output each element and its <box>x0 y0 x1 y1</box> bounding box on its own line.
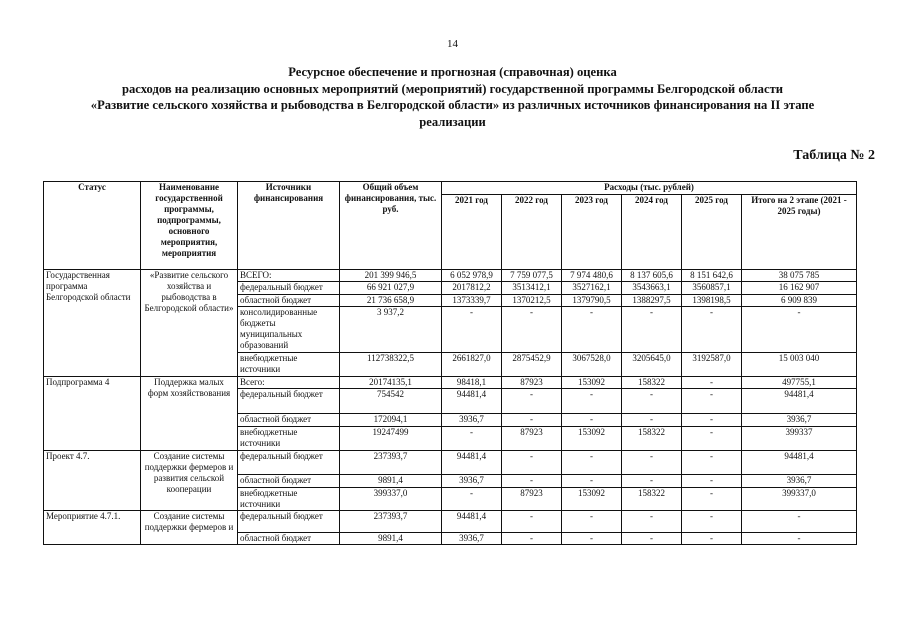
cell-2022: 7 759 077,5 <box>502 270 562 282</box>
cell-total: 19247499 <box>340 427 442 451</box>
cell-total: 237393,7 <box>340 511 442 533</box>
row-name: Создание системы поддержки фермеров и <box>141 511 238 545</box>
cell-stage-total: 94481,4 <box>742 451 857 475</box>
cell-2023: 3067528,0 <box>562 353 622 377</box>
cell-2025: - <box>682 511 742 533</box>
cell-total: 66 921 027,9 <box>340 282 442 295</box>
cell-2023: - <box>562 451 622 475</box>
cell-source: федеральный бюджет <box>238 451 340 475</box>
table-row <box>44 270 857 282</box>
row-status: Мероприятие 4.7.1. <box>44 511 141 545</box>
cell-2023: 1379790,5 <box>562 295 622 307</box>
header-source: Источники финансирования <box>238 182 340 270</box>
cell-2024: - <box>622 307 682 353</box>
title-line-3: «Развитие сельского хозяйства и рыбоводства в Белгородской области» из различных источников финансирования на II этапе <box>90 98 815 112</box>
cell-2022: - <box>502 307 562 353</box>
header-year-2022: 2022 год <box>502 195 562 270</box>
cell-2025: - <box>682 389 742 414</box>
cell-2023: 153092 <box>562 427 622 451</box>
cell-2021: 94481,4 <box>442 511 502 533</box>
cell-2024: 1388297,5 <box>622 295 682 307</box>
cell-source: федеральный бюджет <box>238 389 340 414</box>
cell-stage-total: 94481,4 <box>742 389 857 414</box>
cell-stage-total: - <box>742 511 857 533</box>
cell-2021: 2661827,0 <box>442 353 502 377</box>
cell-2022: - <box>502 511 562 533</box>
table-label: Таблица № 2 <box>793 148 875 163</box>
cell-2021: 2017812,2 <box>442 282 502 295</box>
cell-stage-total: 3936,7 <box>742 414 857 427</box>
cell-total: 3 937,2 <box>340 307 442 353</box>
cell-2023: 3527162,1 <box>562 282 622 295</box>
cell-2024: - <box>622 533 682 545</box>
cell-source: областной бюджет <box>238 295 340 307</box>
cell-total: 237393,7 <box>340 451 442 475</box>
cell-stage-total: 399337,0 <box>742 488 857 511</box>
cell-stage-total: 6 909 839 <box>742 295 857 307</box>
cell-2022: 87923 <box>502 488 562 511</box>
header-stage-total: Итого на 2 этапе (2021 - 2025 годы) <box>742 195 857 270</box>
cell-2025: 8 151 642,6 <box>682 270 742 282</box>
cell-2025: - <box>682 451 742 475</box>
title-line-4: реализации <box>419 114 486 129</box>
cell-2022: 3513412,1 <box>502 282 562 295</box>
cell-2025: - <box>682 533 742 545</box>
cell-2024: 3543663,1 <box>622 282 682 295</box>
cell-stage-total: 16 162 907 <box>742 282 857 295</box>
cell-2025: - <box>682 427 742 451</box>
cell-2025: - <box>682 414 742 427</box>
cell-2024: - <box>622 389 682 414</box>
cell-2025: 3560857,1 <box>682 282 742 295</box>
cell-source: внебюджетные источники <box>238 427 340 451</box>
header-year-2024: 2024 год <box>622 195 682 270</box>
row-status: Подпрограмма 4 <box>44 377 141 451</box>
cell-2023: - <box>562 511 622 533</box>
cell-2021: - <box>442 427 502 451</box>
cell-2022: - <box>502 475 562 488</box>
cell-2023: - <box>562 414 622 427</box>
cell-stage-total: 3936,7 <box>742 475 857 488</box>
cell-2025: 3192587,0 <box>682 353 742 377</box>
row-name: «Развитие сельского хозяйства и рыбоводства в Белгородской области» <box>141 270 238 377</box>
cell-2021: - <box>442 488 502 511</box>
cell-source: консолидированные бюджеты муниципальных образований <box>238 307 340 353</box>
cell-2022: 2875452,9 <box>502 353 562 377</box>
header-year-2021: 2021 год <box>442 195 502 270</box>
cell-stage-total: 497755,1 <box>742 377 857 389</box>
cell-source: ВСЕГО: <box>238 270 340 282</box>
cell-2025: - <box>682 307 742 353</box>
cell-source: внебюджетные источники <box>238 353 340 377</box>
cell-2022: - <box>502 533 562 545</box>
cell-total: 21 736 658,9 <box>340 295 442 307</box>
cell-stage-total: 38 075 785 <box>742 270 857 282</box>
cell-2024: - <box>622 511 682 533</box>
table-body <box>44 270 857 545</box>
financing-table <box>43 181 857 545</box>
cell-total: 399337,0 <box>340 488 442 511</box>
cell-stage-total: - <box>742 533 857 545</box>
cell-source: областной бюджет <box>238 414 340 427</box>
cell-2024: - <box>622 475 682 488</box>
cell-2022: - <box>502 389 562 414</box>
cell-2021: 3936,7 <box>442 533 502 545</box>
cell-source: Всего: <box>238 377 340 389</box>
header-total: Общий объем финансирования, тыс. руб. <box>340 182 442 270</box>
table-row <box>44 511 857 533</box>
cell-total: 9891,4 <box>340 475 442 488</box>
cell-2025: - <box>682 377 742 389</box>
cell-total: 20174135,1 <box>340 377 442 389</box>
cell-2025: - <box>682 488 742 511</box>
cell-2021: 94481,4 <box>442 389 502 414</box>
cell-2022: 1370212,5 <box>502 295 562 307</box>
title-line-2: расходов на реализацию основных мероприятий (мероприятий) государственной программы Белгородской области <box>121 81 784 96</box>
row-name: Создание системы поддержки фермеров и развития сельской кооперации <box>141 451 238 511</box>
cell-2025: - <box>682 475 742 488</box>
cell-stage-total: 15 003 040 <box>742 353 857 377</box>
cell-total: 201 399 946,5 <box>340 270 442 282</box>
cell-2023: 153092 <box>562 488 622 511</box>
cell-source: областной бюджет <box>238 475 340 488</box>
cell-2024: 3205645,0 <box>622 353 682 377</box>
row-name: Поддержка малых форм хозяйствования <box>141 377 238 451</box>
cell-total: 112738322,5 <box>340 353 442 377</box>
cell-2021: 3936,7 <box>442 475 502 488</box>
cell-source: федеральный бюджет <box>238 282 340 295</box>
cell-source: областной бюджет <box>238 533 340 545</box>
cell-2023: - <box>562 475 622 488</box>
cell-2021: 3936,7 <box>442 414 502 427</box>
cell-2022: - <box>502 414 562 427</box>
document-title <box>40 64 865 130</box>
title-line-1: Ресурсное обеспечение и прогнозная (справочная) оценка <box>288 65 617 79</box>
cell-2021: 6 052 978,9 <box>442 270 502 282</box>
cell-2025: 1398198,5 <box>682 295 742 307</box>
cell-2023: - <box>562 307 622 353</box>
cell-2023: - <box>562 533 622 545</box>
header-expenses: Расходы (тыс. рублей) <box>442 182 857 195</box>
cell-2024: 8 137 605,6 <box>622 270 682 282</box>
cell-source: внебюджетные источники <box>238 488 340 511</box>
cell-2024: - <box>622 414 682 427</box>
cell-2024: - <box>622 451 682 475</box>
header-status: Статус <box>44 182 141 270</box>
table-row <box>44 451 857 475</box>
cell-2023: - <box>562 389 622 414</box>
cell-2021: 98418,1 <box>442 377 502 389</box>
cell-2023: 7 974 480,6 <box>562 270 622 282</box>
cell-2023: 153092 <box>562 377 622 389</box>
cell-total: 172094,1 <box>340 414 442 427</box>
cell-2024: 158322 <box>622 488 682 511</box>
cell-2021: 94481,4 <box>442 451 502 475</box>
row-status: Проект 4.7. <box>44 451 141 511</box>
cell-stage-total: 399337 <box>742 427 857 451</box>
cell-2022: 87923 <box>502 427 562 451</box>
header-year-2025: 2025 год <box>682 195 742 270</box>
cell-total: 754542 <box>340 389 442 414</box>
page-number: 14 <box>447 38 458 50</box>
cell-2022: 87923 <box>502 377 562 389</box>
cell-source: федеральный бюджет <box>238 511 340 533</box>
cell-total: 9891,4 <box>340 533 442 545</box>
header-year-2023: 2023 год <box>562 195 622 270</box>
header-name: Наименование государственной программы, подпрограммы, основного мероприятия, мероприятия <box>141 182 238 270</box>
cell-2024: 158322 <box>622 377 682 389</box>
cell-stage-total: - <box>742 307 857 353</box>
table-row <box>44 377 857 389</box>
cell-2024: 158322 <box>622 427 682 451</box>
row-status: Государственная программа Белгородской области <box>44 270 141 377</box>
cell-2022: - <box>502 451 562 475</box>
cell-2021: 1373339,7 <box>442 295 502 307</box>
cell-2021: - <box>442 307 502 353</box>
